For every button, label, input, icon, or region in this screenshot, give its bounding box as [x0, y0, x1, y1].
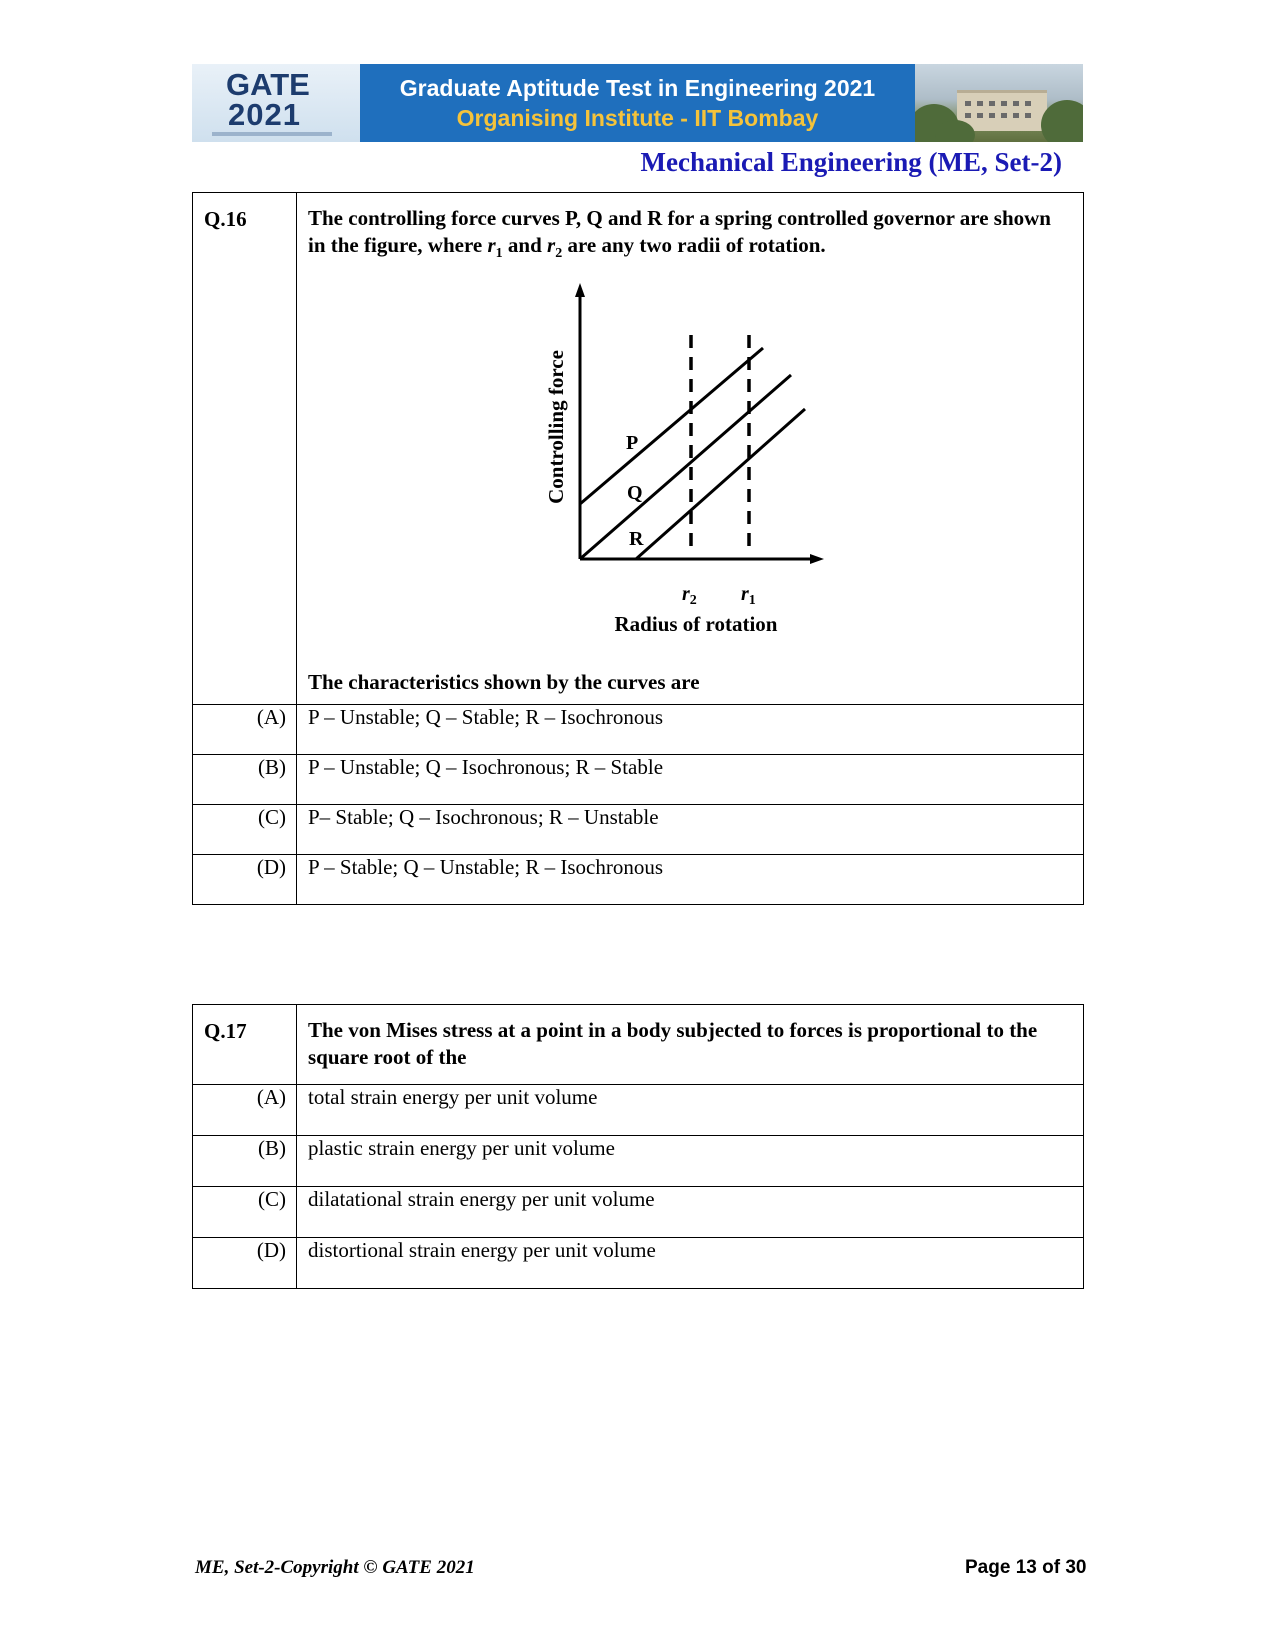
- curve-label-r: R: [629, 528, 644, 551]
- option-text: distortional strain energy per unit volume: [297, 1238, 1084, 1289]
- option-label: (B): [193, 755, 297, 805]
- gate-banner: [192, 64, 1083, 142]
- gate-logo: [192, 64, 360, 142]
- option-label: (A): [193, 1085, 297, 1136]
- question-lead: The characteristics shown by the curves are: [308, 670, 700, 695]
- option-row[interactable]: [193, 705, 1084, 755]
- option-text: total strain energy per unit volume: [297, 1085, 1084, 1136]
- logo-gate-text: GATE: [226, 67, 310, 102]
- banner-subtitle: Organising Institute - IIT Bombay: [456, 105, 819, 131]
- option-text: P– Stable; Q – Isochronous; R – Unstable: [297, 805, 1084, 855]
- option-row[interactable]: [193, 755, 1084, 805]
- option-label: (C): [193, 1187, 297, 1238]
- question-16-table: [192, 192, 1084, 905]
- option-row[interactable]: [193, 1085, 1084, 1136]
- tick-r1: $r_1$: [741, 583, 756, 609]
- institute-photo: [915, 64, 1083, 142]
- option-row[interactable]: [193, 805, 1084, 855]
- question-stem: The von Mises stress at a point in a body subjected to forces is proportional to the square root of the: [297, 1005, 1084, 1085]
- option-label: (D): [193, 1238, 297, 1289]
- option-text: dilatational strain energy per unit volume: [297, 1187, 1084, 1238]
- option-row[interactable]: [193, 1187, 1084, 1238]
- question-number: Q.16: [193, 193, 297, 705]
- tick-r2: $r_2$: [682, 583, 697, 609]
- option-text: plastic strain energy per unit volume: [297, 1136, 1084, 1187]
- logo-strip: [212, 132, 332, 136]
- question-stem: The controlling force curves P, Q and R for a spring controlled governor are shown in the figure, where $r_1$ and $r_2$ are any two radii of rotation.: [308, 206, 1051, 262]
- x-axis-label: Radius of rotation: [614, 612, 778, 637]
- y-axis-label: Controlling force: [544, 350, 568, 505]
- subject-title: Mechanical Engineering (ME, Set-2): [640, 147, 1062, 177]
- banner-title: Graduate Aptitude Test in Engineering 2021: [399, 75, 876, 101]
- option-label: (D): [193, 855, 297, 905]
- option-label: (A): [193, 705, 297, 755]
- question-number: Q.17: [193, 1005, 297, 1085]
- footer-page-number: Page 13 of 30: [965, 1557, 1087, 1578]
- y-axis-arrow: [575, 283, 585, 297]
- option-label: (B): [193, 1136, 297, 1187]
- curve-label-p: P: [626, 432, 639, 455]
- option-label: (C): [193, 805, 297, 855]
- curve-r: [636, 409, 805, 559]
- question-body: [297, 193, 1084, 705]
- question-17-table: [192, 1004, 1084, 1289]
- curve-q: [580, 375, 791, 559]
- x-axis-arrow: [810, 554, 824, 564]
- option-text: P – Unstable; Q – Isochronous; R – Stable: [297, 755, 1084, 805]
- option-text: P – Unstable; Q – Stable; R – Isochronous: [297, 705, 1084, 755]
- option-row[interactable]: [193, 1238, 1084, 1289]
- footer-copyright: ME, Set-2-Copyright © GATE 2021: [195, 1557, 475, 1578]
- option-row[interactable]: [193, 1136, 1084, 1187]
- option-text: P – Stable; Q – Unstable; R – Isochronous: [297, 855, 1084, 905]
- banner-title-box: [360, 64, 915, 142]
- option-row[interactable]: [193, 855, 1084, 905]
- curve-label-q: Q: [627, 482, 643, 505]
- controlling-force-diagram: [508, 277, 1068, 657]
- governor-figure: [508, 277, 1068, 657]
- logo-year-text: 2021: [228, 97, 301, 132]
